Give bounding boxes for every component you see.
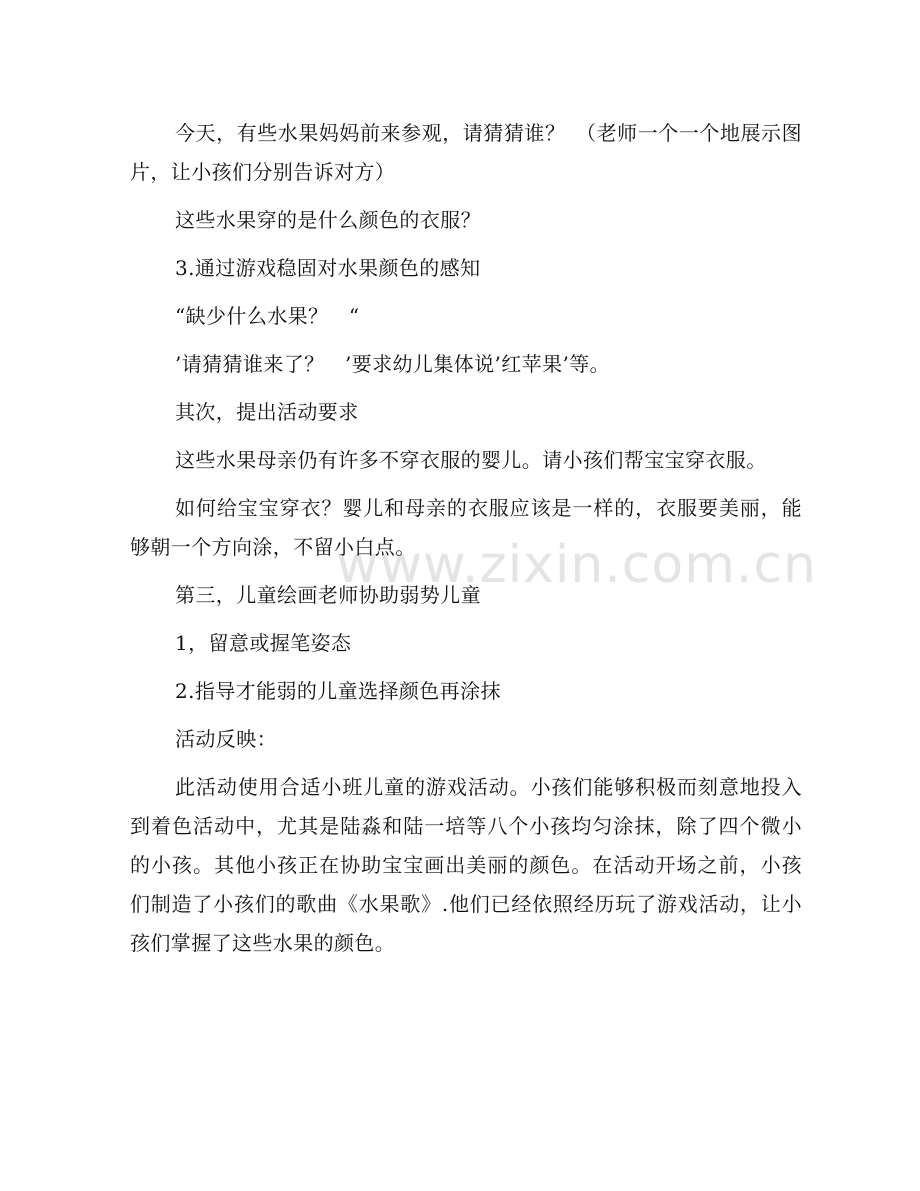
paragraph-4: “缺少什么水果？ “: [175, 304, 360, 328]
document-body: [130, 114, 802, 972]
paragraph-10: 1，留意或握笔姿态: [175, 631, 352, 655]
paragraph-1: 今天，有些水果妈妈前来参观，请猜猜谁？ （老师一个一个地展示图片，让小孩们分别告诉对方）: [130, 121, 802, 184]
paragraph-8: 如何给宝宝穿衣？婴儿和母亲的衣服应该是一样的，衣服要美丽，能够朝一个方向涂，不留小白点。: [130, 496, 802, 559]
paragraph-7: 这些水果母亲仍有许多不穿衣服的婴儿。请小孩们帮宝宝穿衣服。: [175, 448, 767, 472]
paragraph-3: 3.通过游戏稳固对水果颜色的感知: [175, 256, 481, 280]
paragraph-2: 这些水果穿的是什么颜色的衣服？: [175, 208, 481, 232]
watermark: www.zixin.com.cn: [336, 535, 817, 595]
paragraph-11: 2.指导才能弱的儿童选择颜色再涂抹: [175, 679, 501, 703]
paragraph-5: ’请猜猜谁来了？ ’要求幼儿集体说’红苹果’等。: [175, 352, 611, 376]
paragraph-6: 其次，提出活动要求: [175, 400, 359, 424]
paragraph-9: 第三，儿童绘画老师协助弱势儿童: [175, 583, 481, 607]
paragraph-12: 活动反映：: [175, 727, 277, 751]
paragraph-13: 此活动使用合适小班儿童的游戏活动。小孩们能够积极而刻意地投入到着色活动中，尤其是陆淼和陆一培等八个小孩均匀涂抹，除了四个微小的小孩。其他小孩正在协助宝宝画出美丽的颜色。在活动开场之前，小孩们制造了小孩们的歌曲《水果歌》.他们已经依照经历玩了游戏活动，让小孩们掌握了这些水果的颜色。: [130, 775, 802, 955]
